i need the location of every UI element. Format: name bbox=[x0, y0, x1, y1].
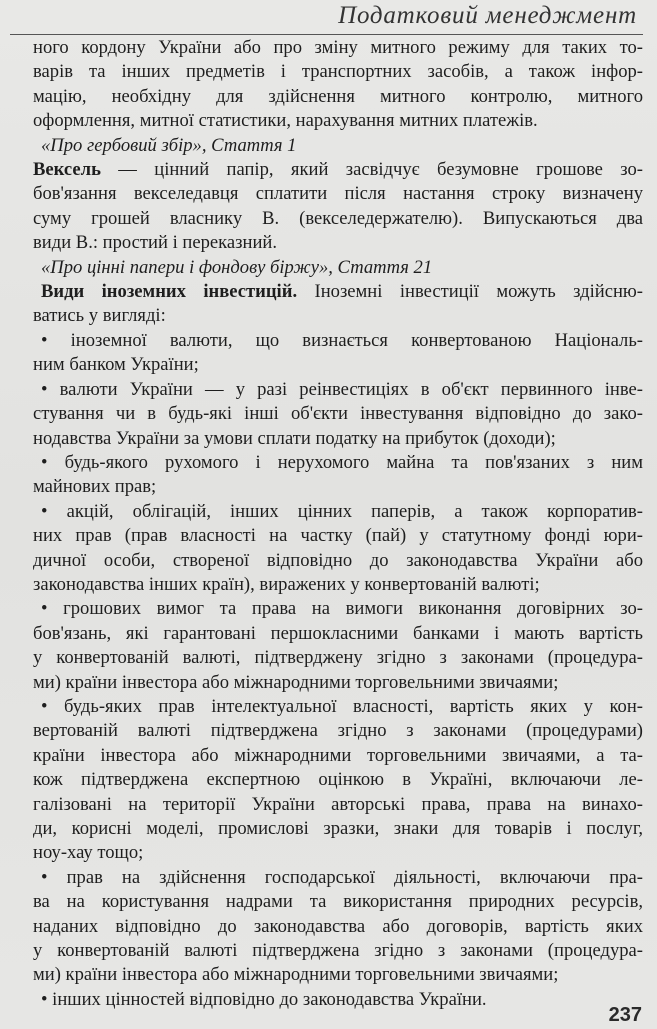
text-line: кож підтверджена експертною оцінкою в Україні, включаючи ле- bbox=[33, 769, 643, 791]
term-heading: Вексель bbox=[33, 159, 101, 181]
text-line: наданих відповідно до законодавства або договорів, вартість яких bbox=[33, 915, 643, 937]
text-line: бов'язання векселедавця сплатити після настання строку визначену bbox=[33, 183, 643, 205]
term-heading: Види іноземних інвестицій. bbox=[41, 281, 298, 303]
law-reference: «Про цінні папери і фондову біржу», Стаття 21 bbox=[41, 256, 433, 278]
list-item: • будь-яких прав інтелектуальної власності, вартість яких у кон- bbox=[41, 695, 643, 717]
text-line: у конвертованій валюті підтверджена згідно з законами (процедура- bbox=[33, 940, 643, 962]
running-header: Податковий менеджмент bbox=[338, 2, 637, 29]
body-text bbox=[33, 36, 643, 1012]
list-item: • прав на здійснення господарської діяльності, включаючи пра- bbox=[41, 866, 643, 888]
list-item: • грошових вимог та права на вимоги виконання договірних зо- bbox=[41, 598, 643, 620]
text-line: мацію, необхідну для здійснення митного контролю, митного bbox=[33, 85, 643, 107]
text-line: ватись у вигляді: bbox=[33, 305, 166, 327]
text-line: варів та інших предметів і транспортних засобів, а також інфор- bbox=[33, 61, 643, 83]
text-line: оформлення, митної статистики, нарахування митних платежів. bbox=[33, 110, 538, 132]
text-line bbox=[33, 280, 643, 304]
text-line: ного кордону України або про зміну митного режиму для таких то- bbox=[33, 37, 643, 58]
text-line: у конвертованій валюті, підтверджену згідно з законами (процедура- bbox=[33, 647, 643, 669]
term-definition: Іноземні інвестиції можуть здійсню- bbox=[297, 281, 643, 303]
page-number: 237 bbox=[608, 1004, 642, 1026]
text-line: ди, корисні моделі, промислові зразки, знаки для товарів і послуг, bbox=[33, 818, 643, 839]
text-line: ва на користування надрами та використання природних ресурсів, bbox=[33, 891, 643, 913]
text-line: ми) країни інвестора або міжнародними торговельними звичаями; bbox=[33, 964, 559, 986]
text-line: бов'язань, які гарантовані першокласними банками і мають вартість bbox=[33, 622, 643, 644]
header-rule bbox=[10, 34, 643, 35]
list-item: • будь-якого рухомого і нерухомого майна та пов'язаних з ним bbox=[41, 451, 643, 473]
law-reference: «Про гербовий збір», Стаття 1 bbox=[41, 134, 297, 156]
text-line: ми) країни інвестора або міжнародними торговельними звичаями; bbox=[33, 671, 559, 693]
term-definition: — цінний папір, який засвідчує безумовне грошове зо- bbox=[100, 159, 643, 181]
list-item: • іноземної валюти, що визнається конвертованою Національ- bbox=[41, 329, 643, 351]
text-line: ноу-хау тощо; bbox=[33, 842, 144, 864]
text-line: законодавства інших країн), виражених у конвертованій валюті; bbox=[33, 573, 540, 595]
list-item: • інших цінностей відповідно до законодавства України. bbox=[41, 988, 487, 1010]
text-line: дичної особи, створеної відповідно до законодавства України або bbox=[33, 549, 643, 571]
text-line: види В.: простий і переказний. bbox=[33, 232, 278, 254]
list-item: • валюти України — у разі реінвестиціях в об'єкт первинного інве- bbox=[41, 378, 643, 400]
text-line: галізовані на території України авторські права, права на винахо- bbox=[33, 793, 643, 815]
text-line: країни інвестора або міжнародними торговельними звичаями, а та- bbox=[33, 744, 643, 766]
text-line: них прав (прав власності на частку (пай) у статутному фонді юри- bbox=[33, 525, 643, 547]
text-line: суму грошей власнику В. (векселедержателю). Випускаються два bbox=[33, 207, 643, 229]
text-line: майнових прав; bbox=[33, 476, 157, 498]
list-item: • акцій, облігацій, інших цінних паперів, а також корпоратив- bbox=[41, 500, 643, 522]
text-line bbox=[33, 158, 643, 182]
text-line: ним банком України; bbox=[33, 354, 199, 376]
text-line: стування чи в будь-які інші об'єкти інвестування відповідно до зако- bbox=[33, 403, 643, 425]
text-line: вертованій валюті підтверджена згідно з законами (процедурами) bbox=[33, 720, 643, 742]
text-line: нодавства України за умови сплати податку на прибуток (доходи); bbox=[33, 427, 556, 449]
